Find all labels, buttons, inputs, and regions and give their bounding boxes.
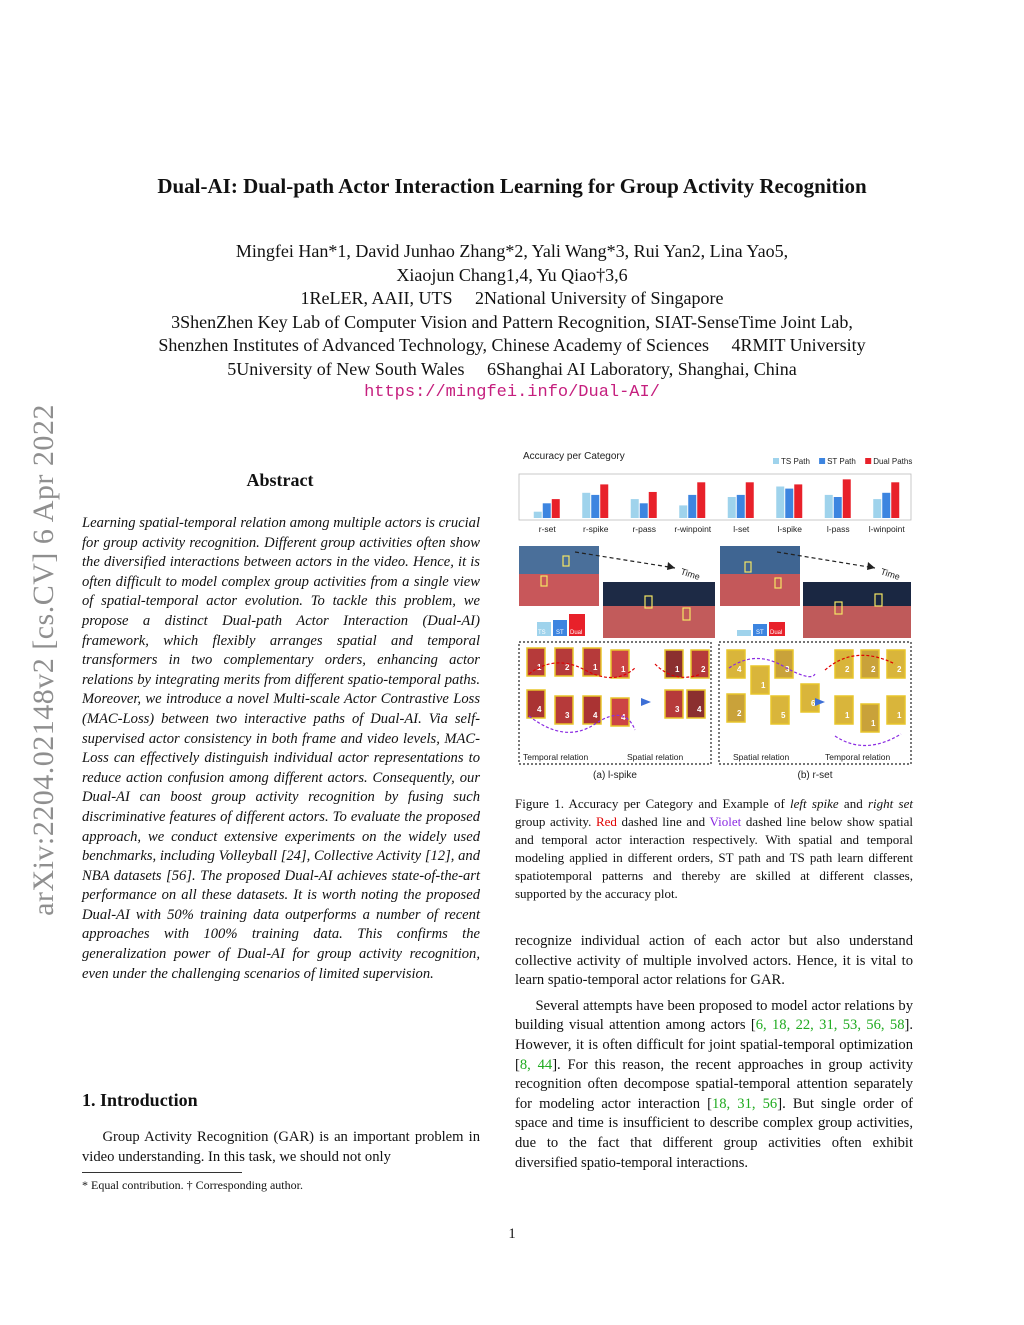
- actor-number: 1: [871, 719, 876, 728]
- paragraph-1: recognize individual action of each actor but also understand collective activity of multiple involved actors. Hence, it is vital to learn spatio-temporal actor relations for GAR.: [515, 933, 913, 989]
- inset-ts-bar-b: [737, 630, 751, 636]
- temporal-relation-label-b: Temporal relation: [825, 752, 891, 762]
- actor-number: 3: [785, 665, 790, 674]
- x-tick-label: l-pass: [826, 524, 850, 534]
- actor-thumbnail: [611, 650, 629, 678]
- court-b2: [803, 606, 911, 638]
- abstract-text: Learning spatial-temporal relation among multiple actors is crucial for group activity recognition. Different group activities often show the diversified interactions between actors in the video. Hence, it is often difficult to model complex group activities from a single view of spatial-temporal actor evolution. To tackle this problem, we propose a distinct Dual-path Actor Interaction (Dual-AI) framework, which flexibly arranges spatial and temporal transformers in two complementary orders, enhancing actor relations by integrating merits from different spatio-temporal paths. Moreover, we introduce a novel Multi-scale Actor Contrastive Loss (MAC-Loss) between two interactive paths of Dual-AI. Via self-supervised actor consistency in both frame and video levels, MAC-Loss can effectively distinguish individual actor representations to reduce action confusion among different actors. Consequently, our Dual-AI can boost group activity recognition by fusing such discriminative features of different actors. To evaluate the proposed approach, we conduct extensive experiments on the widely used benchmarks, including Volleyball [24], Collective Activity [12], and NBA datasets [56]. The proposed Dual-AI achieves state-of-the-art performance on all these datasets. It is worth noting the proposed Dual-AI with 50% training data outperforms a number of recent approaches with 100% training data. This confirms the generalization power of Dual-AI for group activity recognition, even under the challenging scenarios of limited supervision.: [82, 515, 480, 982]
- actor-thumbnail: [861, 704, 879, 732]
- introduction-text: Group Activity Recognition (GAR) is an important problem in video understanding. In this task, we should not only: [82, 1129, 480, 1165]
- spatial-relation-label-a: Spatial relation: [627, 752, 684, 762]
- arrow-a: [641, 698, 651, 706]
- bar-r-set-ts-path: [534, 512, 542, 518]
- actor-thumbnail: [583, 696, 601, 724]
- x-tick-label: l-set: [733, 524, 750, 534]
- actor-thumbnail: [887, 650, 905, 678]
- time-arrowhead-a: [667, 562, 675, 570]
- temporal-relation-line-b2: [835, 734, 901, 746]
- chart-title: Accuracy per Category: [523, 451, 625, 462]
- affiliation-line-2: 3ShenZhen Key Lab of Computer Vision and Pattern Recognition, SIAT-SenseTime Joint Lab,: [171, 311, 853, 332]
- panel-b-frames: [720, 546, 911, 638]
- panel-a-frames: [519, 546, 715, 638]
- actor-number: 2: [737, 709, 742, 718]
- bar-l-winpoint-dual-paths: [891, 482, 899, 518]
- bar-r-spike-ts-path: [582, 493, 590, 518]
- actor-thumbnail: [665, 690, 683, 718]
- x-tick-label: l-winpoint: [868, 524, 905, 534]
- caption-red-word: Red: [595, 814, 617, 829]
- bar-l-set-ts-path: [728, 497, 736, 518]
- actor-number: 4: [593, 711, 598, 720]
- figure-1-graphic: [515, 444, 913, 784]
- x-tick-label: r-spike: [582, 524, 609, 534]
- bar-l-winpoint-ts-path: [873, 499, 881, 518]
- affiliation-line-4: 5University of New South Wales 6Shanghai AI Laboratory, Shanghai, China: [227, 358, 797, 379]
- right-column-body: [515, 932, 913, 1179]
- x-tick-label: r-set: [538, 524, 556, 534]
- actor-thumbnail: [527, 690, 545, 718]
- inset-st-label-a: ST: [556, 630, 564, 636]
- x-tick-label: l-spike: [777, 524, 803, 534]
- actor-thumbnail: [555, 648, 573, 676]
- figure-1-caption: [515, 795, 913, 903]
- panel-b-actors: [727, 650, 905, 732]
- time-label-b: Time: [879, 566, 902, 582]
- bar-r-set-dual-paths: [552, 499, 560, 518]
- actor-thumbnail: [687, 690, 705, 718]
- actor-number: 1: [537, 663, 542, 672]
- legend-label: Dual Paths: [873, 457, 913, 466]
- caption-mid1: and: [838, 796, 868, 811]
- bar-l-pass-dual-paths: [843, 479, 851, 518]
- citation-link[interactable]: 8, 44: [519, 1056, 553, 1073]
- actor-thumbnail: [835, 696, 853, 724]
- actor-number: 5: [781, 711, 786, 720]
- actor-number: 2: [871, 665, 876, 674]
- arrow-b: [815, 698, 825, 706]
- temporal-relation-label-a: Temporal relation: [523, 752, 589, 762]
- arxiv-identifier: arXiv:2204.02148v2 [cs.CV] 6 Apr 2022: [27, 404, 60, 916]
- p2-text-c: ]. For this reason, the recent approaches in group activity recognition often decompose spatial-temporal attention separately for modeling actor interaction [: [515, 1056, 913, 1112]
- actor-number: 1: [845, 711, 850, 720]
- panel-a-actors: [527, 648, 709, 726]
- introduction-heading: 1. Introduction: [82, 1090, 198, 1110]
- inset-st-label-b: ST: [756, 630, 764, 636]
- time-label-a: Time: [679, 566, 702, 582]
- actor-thumbnail: [727, 694, 745, 722]
- actor-thumbnail: [775, 650, 793, 678]
- inset-dual-label-b: Dual: [770, 630, 783, 636]
- legend-swatch: [819, 458, 825, 464]
- citation-link[interactable]: 6, 18, 22, 31, 53, 56, 58: [755, 1017, 905, 1034]
- page-number: 1: [508, 1226, 516, 1242]
- actor-number: 3: [565, 711, 570, 720]
- actor-number: 2: [845, 665, 850, 674]
- bar-l-set-dual-paths: [746, 482, 754, 518]
- bar-r-winpoint-dual-paths: [697, 482, 705, 518]
- bar-r-winpoint-ts-path: [679, 505, 687, 518]
- chart-frame: [519, 474, 911, 520]
- arxiv-sidebar: [22, 360, 66, 960]
- caption-prefix: Figure 1. Accuracy per Category and Example of: [515, 796, 791, 811]
- legend-swatch: [865, 458, 871, 464]
- panel-a-label: (a) l-spike: [593, 770, 637, 781]
- abstract-heading: Abstract: [246, 470, 314, 490]
- p2-text-d: ]. But single order of space and time is insufficient to describe complex group activities, due to the fact that different group activities often exhibit diversified spatio-temporal interactions.: [515, 1095, 913, 1171]
- affiliation-line-3: Shenzhen Institutes of Advanced Technology, Chinese Academy of Sciences 4RMIT University: [158, 335, 866, 355]
- actor-thumbnail: [835, 650, 853, 678]
- actor-number: 4: [537, 705, 542, 714]
- x-tick-label: r-winpoint: [674, 524, 712, 534]
- actor-number: 2: [565, 663, 570, 672]
- bar-l-spike-ts-path: [776, 487, 784, 519]
- actor-number: 2: [701, 665, 706, 674]
- bar-l-set-st-path: [737, 495, 745, 518]
- legend-swatch: [773, 458, 779, 464]
- actor-number: 4: [737, 665, 742, 674]
- chart-x-tick-labels: [539, 524, 906, 534]
- actor-number: 4: [697, 705, 702, 714]
- actor-number: 2: [897, 665, 902, 674]
- actor-thumbnail: [887, 696, 905, 724]
- court-a2: [603, 606, 715, 638]
- bar-r-pass-st-path: [640, 503, 648, 518]
- footnote-rule: [82, 1172, 242, 1173]
- spatial-relation-label-b: Spatial relation: [733, 752, 790, 762]
- bar-r-spike-dual-paths: [600, 484, 608, 518]
- court-a1: [519, 574, 599, 606]
- p2-text-a: Several attempts have been proposed to model actor relations by building visual attention among actors [: [515, 997, 913, 1034]
- bar-r-winpoint-st-path: [688, 495, 696, 518]
- caption-right-set: right set: [867, 796, 913, 811]
- chart-bars: [534, 479, 900, 518]
- authors-line-1: Mingfei Han*1, David Junhao Zhang*2, Yali Wang*3, Rui Yan2, Lina Yao5,: [235, 241, 789, 261]
- actor-thumbnail: [611, 698, 629, 726]
- time-arrowhead-b: [867, 562, 875, 570]
- panel-b-label: (b) r-set: [797, 770, 833, 781]
- chart-legend: [773, 457, 912, 466]
- actor-thumbnail: [771, 696, 789, 724]
- affiliation-line-1: 1ReLER, AAII, UTS 2National University of Singapore: [300, 288, 724, 308]
- caption-rest: dashed line below show spatial and temporal actor interaction respectively. With spatial and temporal modeling applied in different orders, ST path and TS path learn different spatiotemporal patterns and thereby are skilled at different classes, supported by the accuracy plot.: [515, 814, 913, 901]
- actor-number: 1: [761, 681, 766, 690]
- actor-number: 1: [621, 665, 626, 674]
- bar-l-spike-st-path: [785, 489, 793, 518]
- caption-mid3: dashed line and: [616, 814, 710, 829]
- inset-dual-label-a: Dual: [570, 630, 583, 636]
- inset-ts-label-a: TS: [538, 630, 546, 636]
- actor-thumbnail: [555, 696, 573, 724]
- bar-r-pass-dual-paths: [649, 492, 657, 518]
- actor-thumbnail: [751, 666, 769, 694]
- x-tick-label: r-pass: [632, 524, 657, 534]
- bar-l-pass-st-path: [834, 497, 842, 518]
- actor-thumbnail: [861, 650, 879, 678]
- court-b1: [720, 574, 800, 606]
- actor-thumbnail: [727, 650, 745, 678]
- bar-l-winpoint-st-path: [882, 493, 890, 518]
- actor-thumbnail: [691, 650, 709, 678]
- paragraph-2: [515, 997, 913, 1173]
- bar-l-pass-ts-path: [825, 495, 833, 518]
- actor-number: 6: [811, 699, 816, 708]
- caption-mid2: group activity.: [515, 814, 596, 829]
- p2-text-b: ]. However, it is often difficult for joint spatial-temporal optimization [: [515, 1017, 914, 1073]
- authors-line-2: Xiaojun Chang1,4, Yu Qiao†3,6: [396, 264, 628, 285]
- bar-r-pass-ts-path: [631, 499, 639, 518]
- actor-thumbnail: [527, 648, 545, 676]
- actor-number: 1: [593, 663, 598, 672]
- caption-left-spike: left spike: [790, 796, 839, 811]
- figure-1: [515, 444, 913, 784]
- bar-r-spike-st-path: [591, 495, 599, 518]
- legend-label: TS Path: [781, 457, 810, 466]
- actor-thumbnail: [801, 684, 819, 712]
- actor-thumbnail: [583, 648, 601, 676]
- project-url-link[interactable]: https://mingfei.info/Dual-AI/: [364, 383, 660, 402]
- legend-label: ST Path: [827, 457, 856, 466]
- author-block: [0, 240, 1024, 405]
- caption-violet-word: Violet: [709, 814, 742, 829]
- citation-link[interactable]: 18, 31, 56: [711, 1095, 778, 1112]
- actor-number: 4: [621, 713, 626, 722]
- bar-l-spike-dual-paths: [794, 484, 802, 518]
- paper-title: Dual-AI: Dual-path Actor Interaction Learning for Group Activity Recognition: [157, 174, 867, 198]
- actor-number: 1: [897, 711, 902, 720]
- bar-r-set-st-path: [543, 503, 551, 518]
- actor-number: 1: [675, 665, 680, 674]
- actor-number: 3: [675, 705, 680, 714]
- footnote: * Equal contribution. † Corresponding author.: [82, 1178, 303, 1192]
